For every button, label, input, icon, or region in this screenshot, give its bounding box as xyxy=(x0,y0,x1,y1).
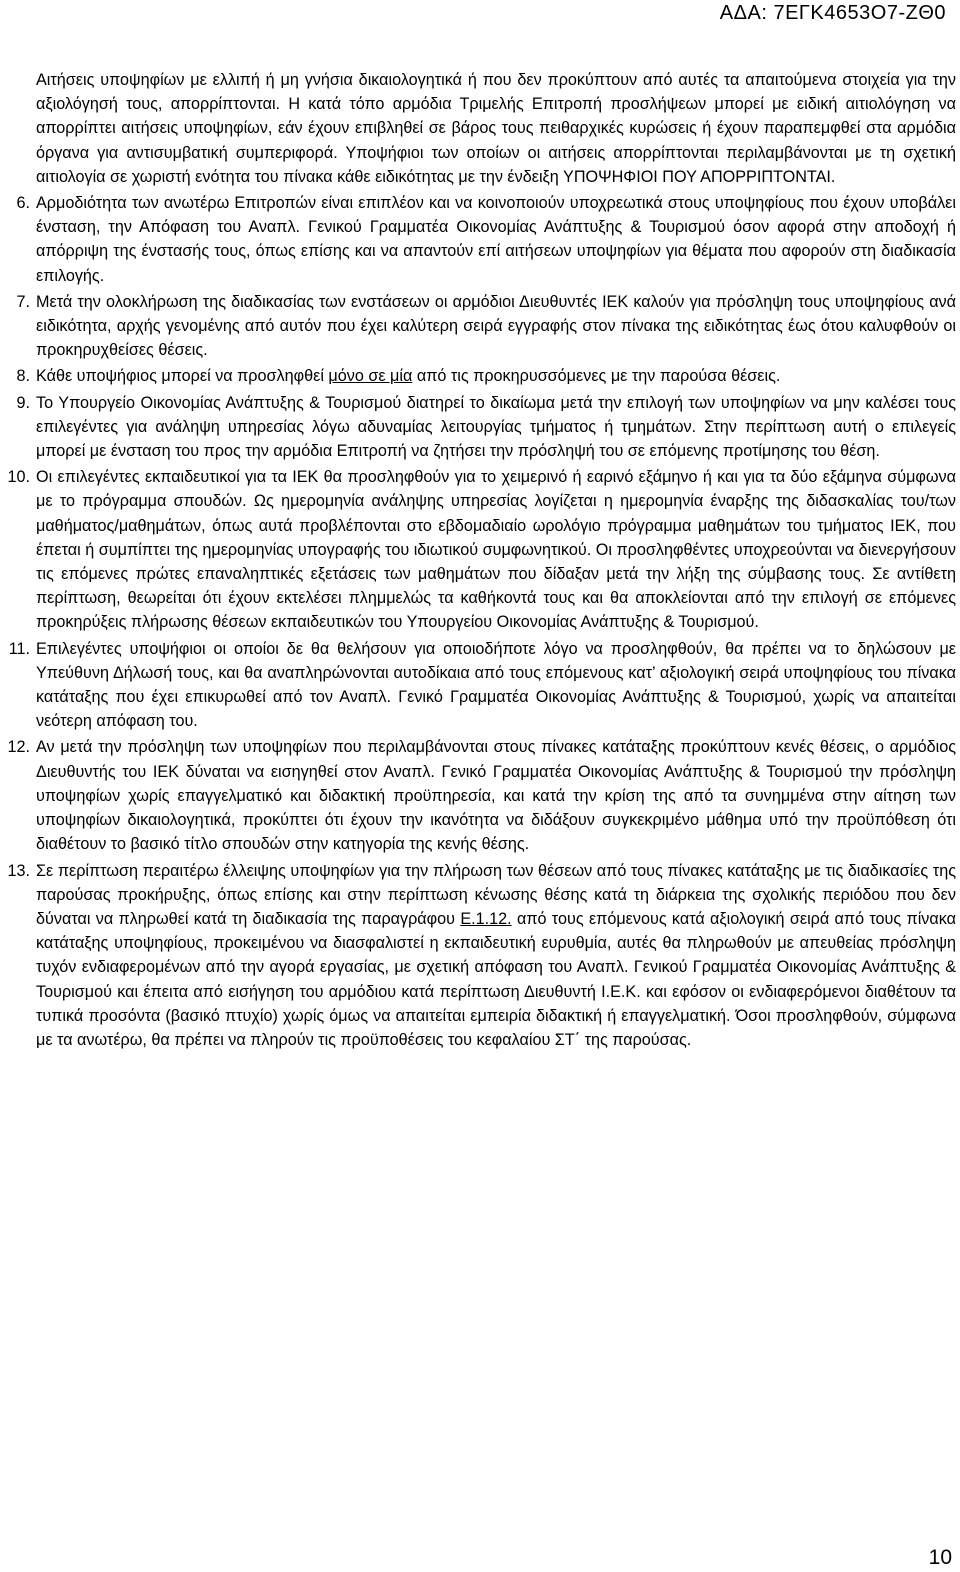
item-text xyxy=(36,364,956,388)
item-text: Οι επιλεγέντες εκπαιδευτικοί για τα ΙΕΚ θα προσληφθούν για το χειμερινό ή εαρινό εξάμηνο ή και για τα δύο εξάμηνα σύμφωνα με το πρόγραμμα σπουδών. Ως ημερομηνία ανάληψης υπηρεσίας λογίζεται η ημερομηνία έναρξης της διδασκαλίας του/των μαθήματος/μαθημάτων, όπως αυτά προβλέπονται στο εβδομαδιαίο ωρολόγιο πρόγραμμα μαθημάτων του τμήματος ΙΕΚ, που έπεται ή συμπίπτει της ημερομηνίας υπογραφής του ιδιωτικού συμφωνητικού. Οι προσληφθέντες υποχρεούνται να διενεργήσουν τις επόμενες πρώτες επαναληπτικές εξετάσεις των μαθημάτων που δίδαξαν μετά την λήξη της σύμβασης τους. Σε αντίθετη περίπτωση, θεωρείται ότι έχουν εκτελέσει πλημμελώς τα καθήκοντά τους και θα αποκλείονται από την επιλογή σε επόμενες προκηρύξεις πλήρωσης θέσεων εκπαιδευτικών του Υπουργείου Οικονομίας Ανάπτυξης & Τουρισμού. xyxy=(36,468,956,632)
document-body xyxy=(7,68,956,1054)
underlined-phrase: μόνο σε μία xyxy=(328,367,413,386)
item-number: 7. xyxy=(16,292,30,311)
item-number: 6. xyxy=(16,194,30,213)
item-text xyxy=(36,859,956,1053)
list-item-12 xyxy=(7,735,956,856)
list-item-6 xyxy=(16,191,956,288)
list-item-13 xyxy=(7,859,956,1053)
item-number: 12. xyxy=(7,738,30,757)
item-text: Επιλεγέντες υποψήφιοι οι οποίοι δε θα θελήσουν για οποιοδήποτε λόγο να προσληφθούν, θα πρέπει να το δηλώσουν με Υπεύθυνη Δήλωσή τους, και θα αναπληρώνονται αυτοδίκαια από τους επόμενους κατ’ αξιολογική σειρά υποψηφίους του πίνακα κατάταξης που έχει επικυρωθεί από τον Αναπλ. Γενικό Γραμματέα Οικονομίας Ανάπτυξης & Τουρισμού, χωρίς να απαιτείται νεότερη απόφαση του. xyxy=(36,639,956,731)
item-text: Το Υπουργείο Οικονομίας Ανάπτυξης & Τουρισμού διατηρεί το δικαίωμα μετά την επιλογή των υποψηφίων να μην καλέσει τους επιλεγέντες για ανάληψη υπηρεσίας λόγω αδυναμίας λειτουργίας τμήματος ή τμημάτων. Στην περίπτωση αυτή ο επιλεγείς μπορεί με ένσταση του προς την αρμόδια Επιτροπή να ζητήσει την πρόσληψή του σε επόμενης προτίμησης του θέση. xyxy=(36,393,956,461)
item-text: Αρμοδιότητα των ανωτέρω Επιτροπών είναι επιπλέον και να κοινοποιούν υποχρεωτικά στους υποψηφίους που έχουν υποβάλει ένσταση, την Απόφαση του Αναπλ. Γενικού Γραμματέα Οικονομίας Ανάπτυξης & Τουρισμού όσον αφορά στην αποδοχή ή απόρριψη της ένστασής τους, όπως επίσης και να απαντούν επί αιτήσεων υποψηφίων για θέματα που αφορούν στη διαδικασία επιλογής. xyxy=(36,194,956,285)
page-number: 10 xyxy=(928,1546,952,1569)
item-number: 13. xyxy=(7,861,30,880)
list-item-8 xyxy=(16,364,956,388)
item-number: 9. xyxy=(16,393,30,412)
intro-paragraph: Αιτήσεις υποψηφίων με ελλιπή ή μη γνήσια δικαιολογητικά ή που δεν προκύπτουν από αυτές τα απαιτούμενα στοιχεία για την αξιολόγησή τους, απορρίπτονται. Η κατά τόπο αρμόδια Τριμελής Επιτροπή προσλήψεων μπορεί με ειδική αιτιολόγηση να απορρίπτει αιτήσεις υποψηφίων, εάν έχουν επιβληθεί σε βάρος τους πειθαρχικές κυρώσεις ή έχουν παραπεμφθεί στα αρμόδια όργανα για αντισυμβατική συμπεριφορά. Υποψήφιοι των οποίων οι αιτήσεις απορρίπτονται περιλαμβάνονται με τη σχετική αιτιολογία σε χωριστή ενότητα του πίνακα κάθε ειδικότητας με την ένδειξη ΥΠΟΨΗΦΙΟΙ ΠΟΥ ΑΠΟΡΡΙΠΤΟΝΤΑΙ. xyxy=(36,71,956,186)
list-item-10 xyxy=(7,465,956,634)
paragraph-reference-link: Ε.1.12. xyxy=(460,909,512,928)
item-text: Μετά την ολοκλήρωση της διαδικασίας των ενστάσεων οι αρμόδιοι Διευθυντές ΙΕΚ καλούν για πρόσληψη τους υποψηφίους ανά ειδικότητα, αρχής γενομένης από αυτόν που έχει καλύτερη σειρά εγγραφής στον πίνακα της ειδικότητας έως ότου καλυφθούν οι προκηρυχθείσες θέσεις. xyxy=(36,292,956,360)
list-item-9 xyxy=(16,391,956,464)
item-number: 8. xyxy=(16,367,30,386)
item-text-after: από τους επόμενους κατά αξιολογική σειρά από τους πίνακα κατάταξης υποψηφίους, προκειμένου να διασφαλιστεί η εκπαιδευτική ευρυθμία, αυτές θα πληρωθούν με απευθείας πρόσληψη τυχόν ενδιαφερομένων από την αγορά εργασίας, με σχετική απόφαση του Αναπλ. Γενικού Γραμματέα Οικονομίας Ανάπτυξης & Τουρισμού και έπειτα από εισήγηση του αρμόδιου κατά περίπτωση Διευθυντή Ι.Ε.Κ. και εφόσον οι ενδιαφερόμενοι διαθέτουν τα τυπικά προσόντα (βασικό πτυχίο) χωρίς όμως να απαιτείται εμπειρία διδακτική ή επαγγελματική. Όσοι προσληφθούν, σύμφωνα με τα ανωτέρω, θα πρέπει να πληρούν τις προϋποθέσεις του κεφαλαίου ΣΤ΄ της παρούσας. xyxy=(36,909,956,1049)
item-text: Αν μετά την πρόσληψη των υποψηφίων που περιλαμβάνονται στους πίνακες κατάταξης προκύπτουν κενές θέσεις, ο αρμόδιος Διευθυντής του ΙΕΚ δύναται να εισηγηθεί στον Αναπλ. Γενικό Γραμματέα Οικονομίας Ανάπτυξης & Τουρισμού την πρόσληψη υποψηφίων χωρίς επαγγελματικό και διδακτική προϋπηρεσία, και κατά την κρίση της από τα συνημμένα στην αίτηση των υποψηφίων δικαιολογητικά, προκύπτει ότι έχουν την ικανότητα να διδάξουν συγκεκριμένο μάθημα υπό την προϋπόθεση ότι διαθέτουν το βασικό τίτλο σπουδών στην κατηγορία της κενής θέσης. xyxy=(36,738,956,854)
list-item-11 xyxy=(8,637,956,734)
list-item-7 xyxy=(16,290,956,363)
item-number: 10. xyxy=(7,468,30,487)
item-text-before: Κάθε υποψήφιος μπορεί να προσληφθεί xyxy=(36,367,329,386)
item-text-after: από τις προκηρυσσόμενες με την παρούσα θέσεις. xyxy=(412,367,781,386)
item-text-before: Σε περίπτωση περαιτέρω έλλειψης υποψηφίων για την πλήρωση των θέσεων από τους πίνακες κατάταξης με τις διαδικασίες της παρούσας προκήρυξης, όπως επίσης και στην περίπτωση κένωσης θέσης κατά τη διάρκεια της σχολικής περιόδου που δεν δύναται να πληρωθεί κατά τη διαδικασία της παραγράφου xyxy=(36,861,956,928)
ada-code: ΑΔΑ: 7ΕΓΚ4653Ο7-ΖΘ0 xyxy=(719,2,946,24)
item-number: 11. xyxy=(8,639,30,658)
